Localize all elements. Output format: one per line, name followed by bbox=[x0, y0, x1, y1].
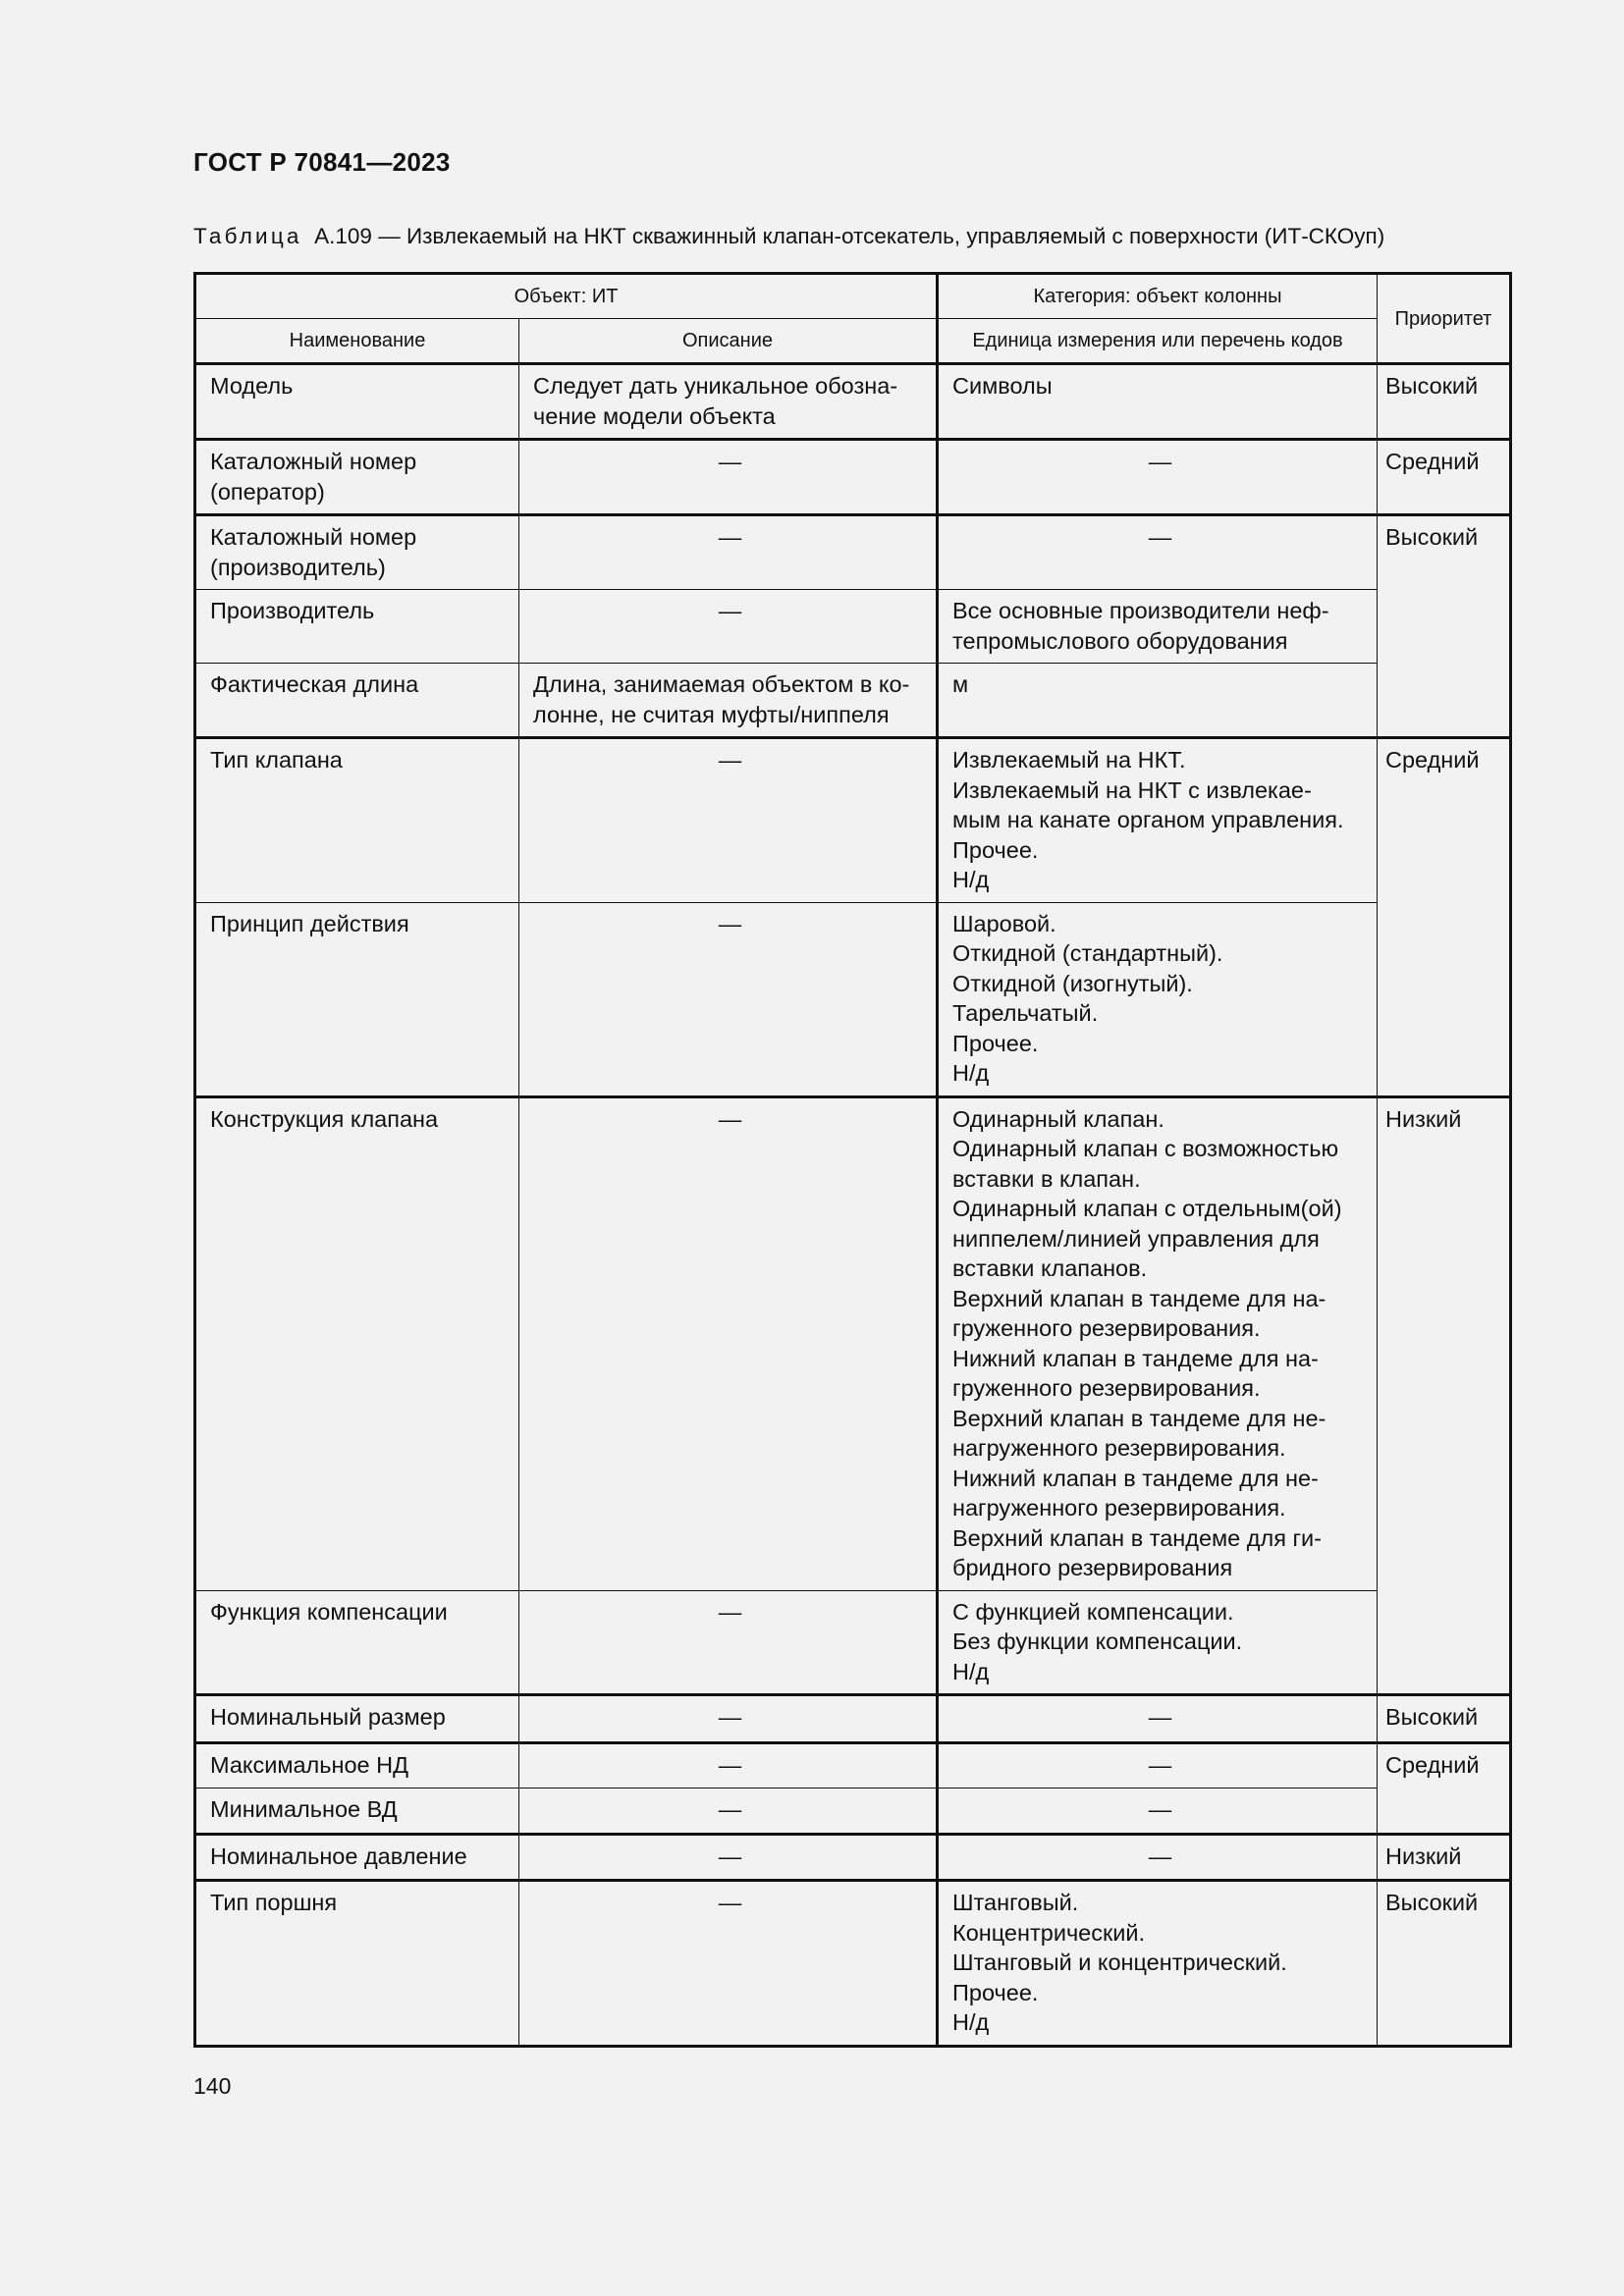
cell-unit-line: Откидной (стандартный). bbox=[952, 940, 1223, 966]
cell-name bbox=[195, 364, 519, 440]
cell-unit-line: Штанговый и концентрический. bbox=[952, 1949, 1287, 1975]
cell-unit-line: ниппелем/линией управления для bbox=[952, 1225, 1320, 1252]
cell-name bbox=[195, 1881, 519, 2047]
cell-name-line: (производитель) bbox=[210, 554, 386, 580]
cell-unit-line: Символы bbox=[952, 373, 1053, 399]
table-row bbox=[195, 515, 1511, 590]
header-unit: Единица измерения или перечень кодов bbox=[938, 319, 1378, 364]
table-row bbox=[195, 590, 1511, 664]
cell-unit-line: мым на канате органом управления. bbox=[952, 807, 1344, 832]
cell-name bbox=[195, 590, 519, 664]
document-code: ГОСТ Р 70841—2023 bbox=[193, 147, 451, 177]
cell-unit bbox=[938, 1695, 1378, 1743]
cell-unit-line: вставки в клапан. bbox=[952, 1165, 1141, 1192]
cell-unit-line: Нижний клапан в тандеме для не- bbox=[952, 1465, 1319, 1491]
cell-unit bbox=[938, 664, 1378, 738]
cell-name-line: Конструкция клапана bbox=[210, 1105, 439, 1132]
cell-unit-line: вставки клапанов. bbox=[952, 1255, 1148, 1281]
cell-name bbox=[195, 515, 519, 590]
cell-description bbox=[519, 1835, 938, 1881]
table-row bbox=[195, 1789, 1511, 1835]
cell-unit-line: м bbox=[952, 671, 969, 697]
cell-unit-line: Н/д bbox=[952, 867, 990, 892]
header-category: Категория: объект колонны bbox=[938, 274, 1378, 319]
cell-unit-line: Одинарный клапан с возможностью bbox=[952, 1136, 1339, 1161]
table-row bbox=[195, 1096, 1511, 1590]
cell-description-line: — bbox=[718, 747, 742, 773]
cell-priority: Средний bbox=[1378, 440, 1511, 515]
cell-unit-line: Тарельчатый. bbox=[952, 1000, 1099, 1026]
table-caption bbox=[193, 224, 1509, 249]
cell-unit-line: Все основные производители неф- bbox=[952, 598, 1329, 623]
cell-name-line: Принцип действия bbox=[210, 910, 409, 936]
cell-unit-line: С функцией компенсации. bbox=[952, 1598, 1234, 1625]
cell-description-line: — bbox=[718, 1598, 742, 1625]
cell-name-line: Минимальное ВД bbox=[210, 1796, 398, 1822]
cell-unit bbox=[938, 1590, 1378, 1695]
cell-description-line: чение модели объекта bbox=[533, 402, 776, 429]
cell-description-line: — bbox=[718, 1796, 742, 1822]
cell-unit bbox=[938, 1096, 1378, 1590]
cell-unit-line: Штанговый. bbox=[952, 1890, 1079, 1915]
cell-unit bbox=[938, 902, 1378, 1096]
cell-description bbox=[519, 440, 938, 515]
cell-name-line: Тип поршня bbox=[210, 1890, 338, 1915]
cell-name-line: Функция компенсации bbox=[210, 1598, 448, 1625]
cell-description-line: — bbox=[718, 449, 742, 474]
cell-description bbox=[519, 1789, 938, 1835]
cell-description bbox=[519, 1590, 938, 1695]
cell-name bbox=[195, 1789, 519, 1835]
cell-unit bbox=[938, 440, 1378, 515]
table-row bbox=[195, 1695, 1511, 1743]
cell-name bbox=[195, 1590, 519, 1695]
cell-name bbox=[195, 440, 519, 515]
cell-unit-line: Верхний клапан в тандеме для не- bbox=[952, 1405, 1326, 1431]
cell-name bbox=[195, 1835, 519, 1881]
cell-unit-line: Прочее. bbox=[952, 1030, 1039, 1056]
header-priority: Приоритет bbox=[1378, 274, 1511, 364]
table-subheader-row bbox=[195, 319, 1511, 364]
cell-description bbox=[519, 1743, 938, 1789]
cell-unit bbox=[938, 1881, 1378, 2047]
cell-unit bbox=[938, 590, 1378, 664]
cell-name-line: Фактическая длина bbox=[210, 671, 419, 697]
cell-name-line: Номинальный размер bbox=[210, 1704, 446, 1730]
table-row bbox=[195, 664, 1511, 738]
cell-name bbox=[195, 664, 519, 738]
table-row bbox=[195, 1835, 1511, 1881]
cell-unit-line: Одинарный клапан с отдельным(ой) bbox=[952, 1196, 1342, 1221]
table-row bbox=[195, 440, 1511, 515]
table-caption-prefix: Таблица bbox=[193, 224, 302, 248]
cell-description-line: — bbox=[718, 1704, 742, 1730]
cell-name-line: Тип клапана bbox=[210, 747, 343, 773]
cell-unit-line: Н/д bbox=[952, 1658, 990, 1684]
cell-unit-line: Прочее. bbox=[952, 1979, 1039, 2005]
cell-name bbox=[195, 1743, 519, 1789]
cell-unit-line: бридного резервирования bbox=[952, 1555, 1233, 1580]
cell-unit-line: Одинарный клапан. bbox=[952, 1105, 1164, 1132]
cell-unit-line: груженного резервирования. bbox=[952, 1315, 1261, 1341]
cell-description-line: — bbox=[718, 524, 742, 550]
cell-description-line: Длина, занимаемая объектом в ко- bbox=[533, 671, 910, 697]
cell-unit-line: Шаровой. bbox=[952, 910, 1056, 936]
cell-unit-line: Извлекаемый на НКТ. bbox=[952, 747, 1186, 773]
cell-unit-line: груженного резервирования. bbox=[952, 1375, 1261, 1401]
cell-unit-line: Концентрический. bbox=[952, 1919, 1146, 1946]
cell-name-line: Производитель bbox=[210, 598, 375, 623]
cell-description bbox=[519, 1096, 938, 1590]
header-object: Объект: ИТ bbox=[195, 274, 938, 319]
table-row bbox=[195, 902, 1511, 1096]
table-caption-text: А.109 — Извлекаемый на НКТ скважинный клапан-отсекатель, управляемый с поверхности (ИТ-СКОуп) bbox=[314, 224, 1385, 248]
cell-unit-line: — bbox=[1148, 1796, 1172, 1822]
cell-name-line: (оператор) bbox=[210, 478, 325, 505]
cell-unit-line: нагруженного резервирования. bbox=[952, 1495, 1286, 1521]
cell-description bbox=[519, 1695, 938, 1743]
cell-unit bbox=[938, 515, 1378, 590]
cell-priority: Высокий bbox=[1378, 1695, 1511, 1743]
cell-description-line: Следует дать уникальное обозна- bbox=[533, 373, 898, 399]
cell-name-line: Каталожный номер bbox=[210, 449, 417, 474]
cell-unit bbox=[938, 1789, 1378, 1835]
cell-unit bbox=[938, 1835, 1378, 1881]
cell-unit-line: Н/д bbox=[952, 1060, 990, 1086]
table-row bbox=[195, 738, 1511, 903]
cell-unit-line: — bbox=[1148, 1704, 1172, 1730]
cell-unit-line: Н/д bbox=[952, 2009, 990, 2035]
cell-priority: Низкий bbox=[1378, 1096, 1511, 1695]
cell-name bbox=[195, 1096, 519, 1590]
cell-unit-line: нагруженного резервирования. bbox=[952, 1435, 1286, 1461]
cell-description bbox=[519, 902, 938, 1096]
cell-description-line: — bbox=[718, 1105, 742, 1132]
cell-priority: Низкий bbox=[1378, 1835, 1511, 1881]
header-name: Наименование bbox=[195, 319, 519, 364]
cell-description bbox=[519, 590, 938, 664]
cell-description bbox=[519, 738, 938, 903]
table-header-row bbox=[195, 274, 1511, 319]
table-row bbox=[195, 1881, 1511, 2047]
cell-description-line: — bbox=[718, 1890, 742, 1915]
cell-unit-line: — bbox=[1148, 449, 1172, 474]
cell-description-line: — bbox=[718, 598, 742, 623]
cell-name-line: Модель bbox=[210, 373, 294, 399]
cell-unit-line: — bbox=[1148, 524, 1172, 550]
cell-unit-line: Верхний клапан в тандеме для на- bbox=[952, 1285, 1326, 1311]
cell-priority: Высокий bbox=[1378, 515, 1511, 738]
cell-description bbox=[519, 664, 938, 738]
data-table bbox=[193, 272, 1512, 2048]
cell-description bbox=[519, 1881, 938, 2047]
cell-priority: Средний bbox=[1378, 1743, 1511, 1835]
cell-description bbox=[519, 515, 938, 590]
cell-priority: Средний bbox=[1378, 738, 1511, 1097]
cell-priority: Высокий bbox=[1378, 1881, 1511, 2047]
cell-unit-line: Извлекаемый на НКТ с извлекае- bbox=[952, 776, 1312, 803]
cell-name-line: Номинальное давление bbox=[210, 1843, 467, 1869]
cell-unit-line: — bbox=[1148, 1752, 1172, 1778]
cell-unit bbox=[938, 738, 1378, 903]
cell-unit-line: Верхний клапан в тандеме для ги- bbox=[952, 1524, 1322, 1551]
cell-unit-line: Без функции компенсации. bbox=[952, 1629, 1243, 1654]
page-number: 140 bbox=[193, 2073, 232, 2099]
cell-unit-line: Откидной (изогнутый). bbox=[952, 970, 1193, 996]
cell-name bbox=[195, 1695, 519, 1743]
cell-description-line: — bbox=[718, 1752, 742, 1778]
table-row bbox=[195, 364, 1511, 440]
cell-description-line: — bbox=[718, 910, 742, 936]
cell-priority: Высокий bbox=[1378, 364, 1511, 440]
cell-description-line: лонне, не считая муфты/ниппеля bbox=[533, 701, 890, 727]
cell-unit-line: — bbox=[1148, 1843, 1172, 1869]
header-description: Описание bbox=[519, 319, 938, 364]
cell-unit-line: Прочее. bbox=[952, 836, 1039, 863]
cell-name-line: Каталожный номер bbox=[210, 524, 417, 550]
table-row bbox=[195, 1743, 1511, 1789]
cell-unit bbox=[938, 1743, 1378, 1789]
cell-unit-line: тепромыслового оборудования bbox=[952, 627, 1288, 654]
cell-unit bbox=[938, 364, 1378, 440]
cell-unit-line: Нижний клапан в тандеме для на- bbox=[952, 1345, 1319, 1371]
cell-description-line: — bbox=[718, 1843, 742, 1869]
cell-name-line: Максимальное НД bbox=[210, 1752, 409, 1778]
table-row bbox=[195, 1590, 1511, 1695]
cell-name bbox=[195, 738, 519, 903]
cell-description bbox=[519, 364, 938, 440]
cell-name bbox=[195, 902, 519, 1096]
